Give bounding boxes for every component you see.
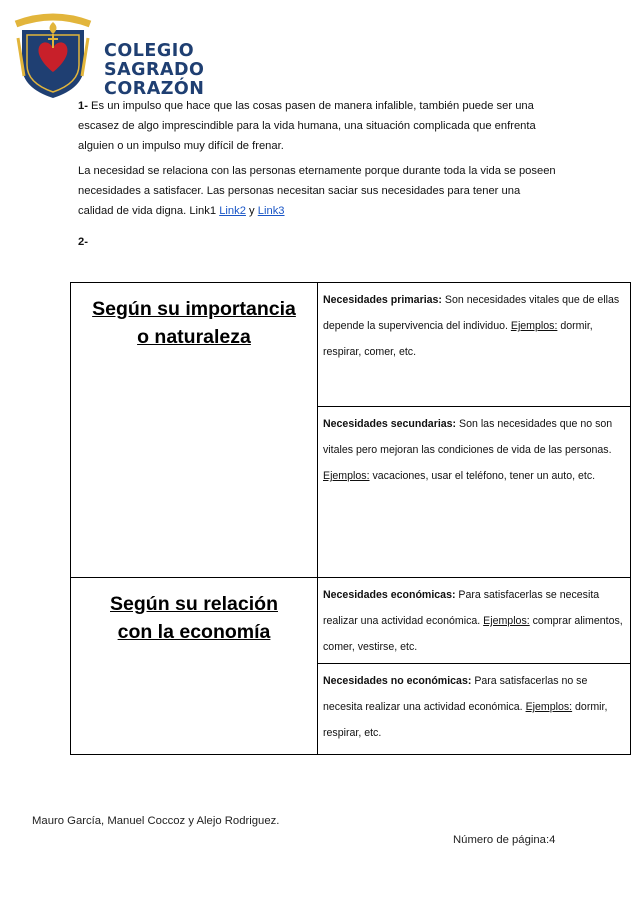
item-number: 1- <box>78 100 88 112</box>
intro-text: Es un impulso que hace que las cosas pasen de manera infalible, también puede ser una escasez de algo imprescindible para la vida humana, una situación complicada que enfrenta alguien o un impulso muy difícil de frenar. <box>78 100 536 152</box>
link-connector: y <box>245 205 258 217</box>
school-logo <box>10 8 205 99</box>
intro-paragraph <box>78 96 558 156</box>
group-economy-heading-cell <box>71 578 318 755</box>
footer-authors: Mauro García, Manuel Coccoz y Alejo Rodriguez. <box>32 815 280 827</box>
non-economic-needs-cell: Necesidades no económicas: Para satisfacerlas no se necesita realizar una actividad económica. Ejemplos: dormir, respirar, etc. <box>318 664 631 755</box>
school-name: COLEGIO SAGRADO CORAZÓN <box>104 41 205 99</box>
link3[interactable]: Link3 <box>257 205 285 217</box>
economic-needs-cell: Necesidades económicas: Para satisfacerlas se necesita realizar una actividad económica. Ejemplos: comprar alimentos, comer, vestirse, etc. <box>318 578 631 664</box>
relation-text: La necesidad se relaciona con las personas eternamente porque durante toda la vida se poseen necesidades a satisfacer. Las personas necesitan saciar sus necesidades para tener una calidad de vida digna. Link1 <box>78 165 556 217</box>
section-2-label: 2- <box>78 236 88 248</box>
footer-page-number: Número de página:4 <box>453 834 556 846</box>
group-importance-title: Según su importancia o naturaleza <box>92 298 296 348</box>
needs-classification-table <box>70 282 631 755</box>
relation-paragraph <box>78 161 558 221</box>
group-importance-heading-cell <box>71 283 318 578</box>
link2[interactable]: Link2 <box>219 205 246 217</box>
group-economy-title: Según su relación con la economía <box>110 593 278 643</box>
secondary-needs-cell: Necesidades secundarias: Son las necesidades que no son vitales pero mejoran las condiciones de vida de las personas. Ejemplos: vacaciones, usar el teléfono, tener un auto, etc. <box>318 407 631 578</box>
primary-needs-cell: Necesidades primarias: Son necesidades vitales que de ellas depende la supervivencia del individuo. Ejemplos: dormir, respirar, comer, etc. <box>318 283 631 407</box>
school-crest-icon <box>10 8 96 100</box>
